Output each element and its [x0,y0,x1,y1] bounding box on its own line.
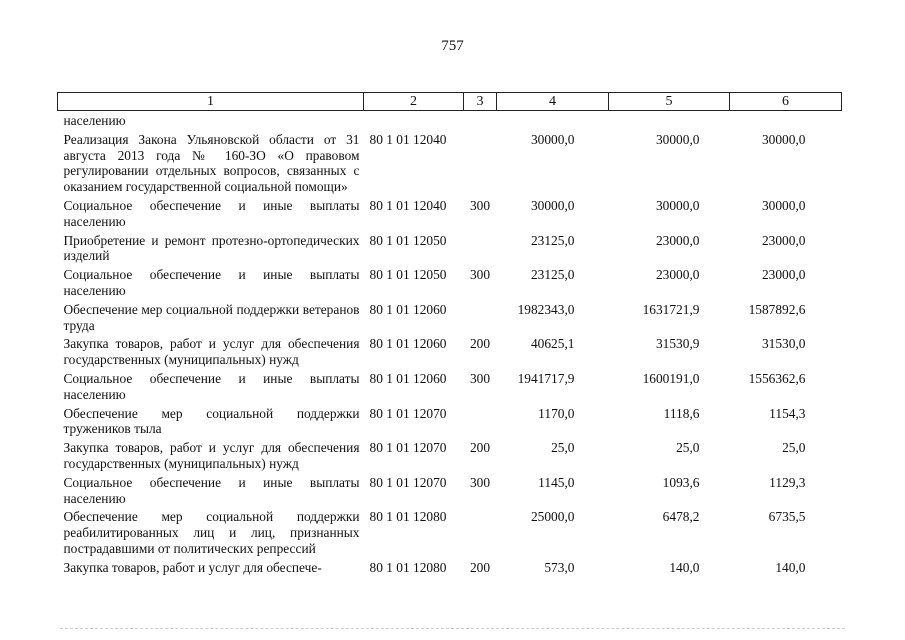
row-name-cell: Реализация Закона Ульяновской области от 31 августа 2013 года № 160-ЗО «О правовом регулировании отдельных вопросов, связанных с оказанием государственной социальной помощи» [63,131,360,195]
row-code-cell: 80 1 01 12070 [369,440,447,456]
row-year1-cell: 23125,0 [530,232,575,248]
table-row [58,507,842,557]
row-name-cell: Закупка товаров, работ и услуг для обеспече- [63,559,322,575]
row-code-cell [364,111,464,130]
table-row [58,130,842,196]
row-year1-cell: 23125,0 [530,267,575,283]
row-name-cell: Социальное обеспечение и иные выплаты населению [63,197,360,229]
row-year1-cell: 1145,0 [538,474,575,490]
row-name-cell: Закупка товаров, работ и услуг для обеспечения государственных (муниципальных) нужд [63,440,360,471]
row-year3-cell: 6735,5 [768,509,806,525]
row-year2-cell: 25,0 [676,440,700,456]
table-row [58,438,842,473]
row-expense-type-cell [464,130,497,196]
row-name-cell: Обеспечение мер социальной поддержки ветеранов труда [63,301,360,333]
row-year2-cell: 1631721,9 [642,301,700,317]
row-year2-cell: 23000,0 [655,267,700,283]
row-year3-cell: 140,0 [775,559,806,575]
header-col-3: 3 [464,93,497,111]
header-col-1: 1 [58,93,364,111]
budget-table [57,92,842,577]
row-year1-cell: 1941717,9 [517,370,575,386]
row-year1-cell: 30000,0 [530,197,575,213]
scan-edge-line [60,628,845,630]
row-code-cell: 80 1 01 12070 [369,474,447,490]
table-row [58,111,842,130]
header-row [58,93,842,111]
row-year2-cell: 1118,6 [663,405,700,421]
row-year3-cell: 30000,0 [761,131,806,147]
row-code-cell: 80 1 01 12040 [369,131,447,147]
table-row [58,369,842,404]
page-number: 757 [441,38,464,54]
row-expense-type-cell [464,111,497,130]
table-row [58,196,842,231]
row-year2-cell: 30000,0 [655,197,700,213]
row-code-cell: 80 1 01 12080 [369,509,447,525]
row-year3-cell [730,111,842,130]
row-expense-type-cell: 300 [469,197,491,213]
row-expense-type-cell [464,404,497,439]
row-name-cell: Социальное обеспечение и иные выплаты населению [63,267,360,298]
row-name-cell: Социальное обеспечение и иные выплаты населению [63,474,360,506]
header-col-4: 4 [497,93,609,111]
row-code-cell: 80 1 01 12080 [369,559,447,575]
row-year2-cell [609,111,730,130]
row-expense-type-cell: 300 [469,267,491,283]
row-year1-cell: 25000,0 [530,509,575,525]
row-year2-cell: 6478,2 [662,509,700,525]
row-year1-cell: 573,0 [544,559,575,575]
row-code-cell: 80 1 01 12050 [369,232,447,248]
table-row [58,300,842,335]
row-expense-type-cell: 200 [469,440,491,456]
row-year3-cell: 31530,0 [761,336,806,352]
table-row [58,265,842,300]
row-year3-cell: 23000,0 [761,232,806,248]
row-expense-type-cell: 200 [469,559,491,575]
row-code-cell: 80 1 01 12040 [369,197,447,213]
row-year2-cell: 31530,9 [655,336,700,352]
header-col-5: 5 [609,93,730,111]
row-expense-type-cell: 300 [469,474,491,490]
table-row [58,558,842,577]
row-year3-cell: 30000,0 [761,197,806,213]
table-row [58,473,842,508]
row-name-cell: Приобретение и ремонт протезно-ортопедических изделий [63,232,360,264]
row-year2-cell: 140,0 [669,559,700,575]
row-code-cell: 80 1 01 12050 [369,267,447,283]
table-row [58,404,842,439]
row-year3-cell: 1154,3 [769,405,806,421]
row-year1-cell: 40625,1 [530,336,575,352]
row-year1-cell: 30000,0 [530,131,575,147]
row-name-cell: населению [63,113,126,128]
table-body [58,111,842,577]
row-code-cell: 80 1 01 12060 [369,370,447,386]
row-year1-cell: 25,0 [551,440,575,456]
row-name-cell: Обеспечение мер социальной поддержки реабилитированных лиц и лиц, признанных пострадавшими от политических репрессий [63,509,360,556]
row-year3-cell: 25,0 [782,440,806,456]
table-row [58,231,842,266]
row-year2-cell: 1600191,0 [642,370,700,386]
header-col-2: 2 [364,93,464,111]
header-col-6: 6 [730,93,842,111]
row-name-cell: Социальное обеспечение и иные выплаты населению [63,370,360,402]
row-expense-type-cell [464,231,497,266]
row-year3-cell: 1129,3 [769,474,806,490]
row-year3-cell: 1587892,6 [748,301,806,317]
row-year2-cell: 30000,0 [655,131,700,147]
row-expense-type-cell [464,300,497,335]
row-expense-type-cell: 200 [469,336,491,352]
row-year1-cell: 1982343,0 [517,301,575,317]
table-row [58,334,842,369]
row-year3-cell: 23000,0 [761,267,806,283]
row-year1-cell: 1170,0 [538,405,575,421]
row-name-cell: Закупка товаров, работ и услуг для обеспечения государственных (муниципальных) нужд [63,336,360,368]
row-code-cell: 80 1 01 12060 [369,301,447,317]
row-year2-cell: 23000,0 [655,232,700,248]
row-year3-cell: 1556362,6 [748,370,806,386]
row-name-cell: Обеспечение мер социальной поддержки тружеников тыла [63,405,360,437]
row-year1-cell [497,111,609,130]
row-code-cell: 80 1 01 12060 [369,336,447,352]
row-year2-cell: 1093,6 [662,474,700,490]
row-expense-type-cell [464,507,497,557]
row-expense-type-cell: 300 [469,370,491,386]
row-code-cell: 80 1 01 12070 [369,405,447,421]
